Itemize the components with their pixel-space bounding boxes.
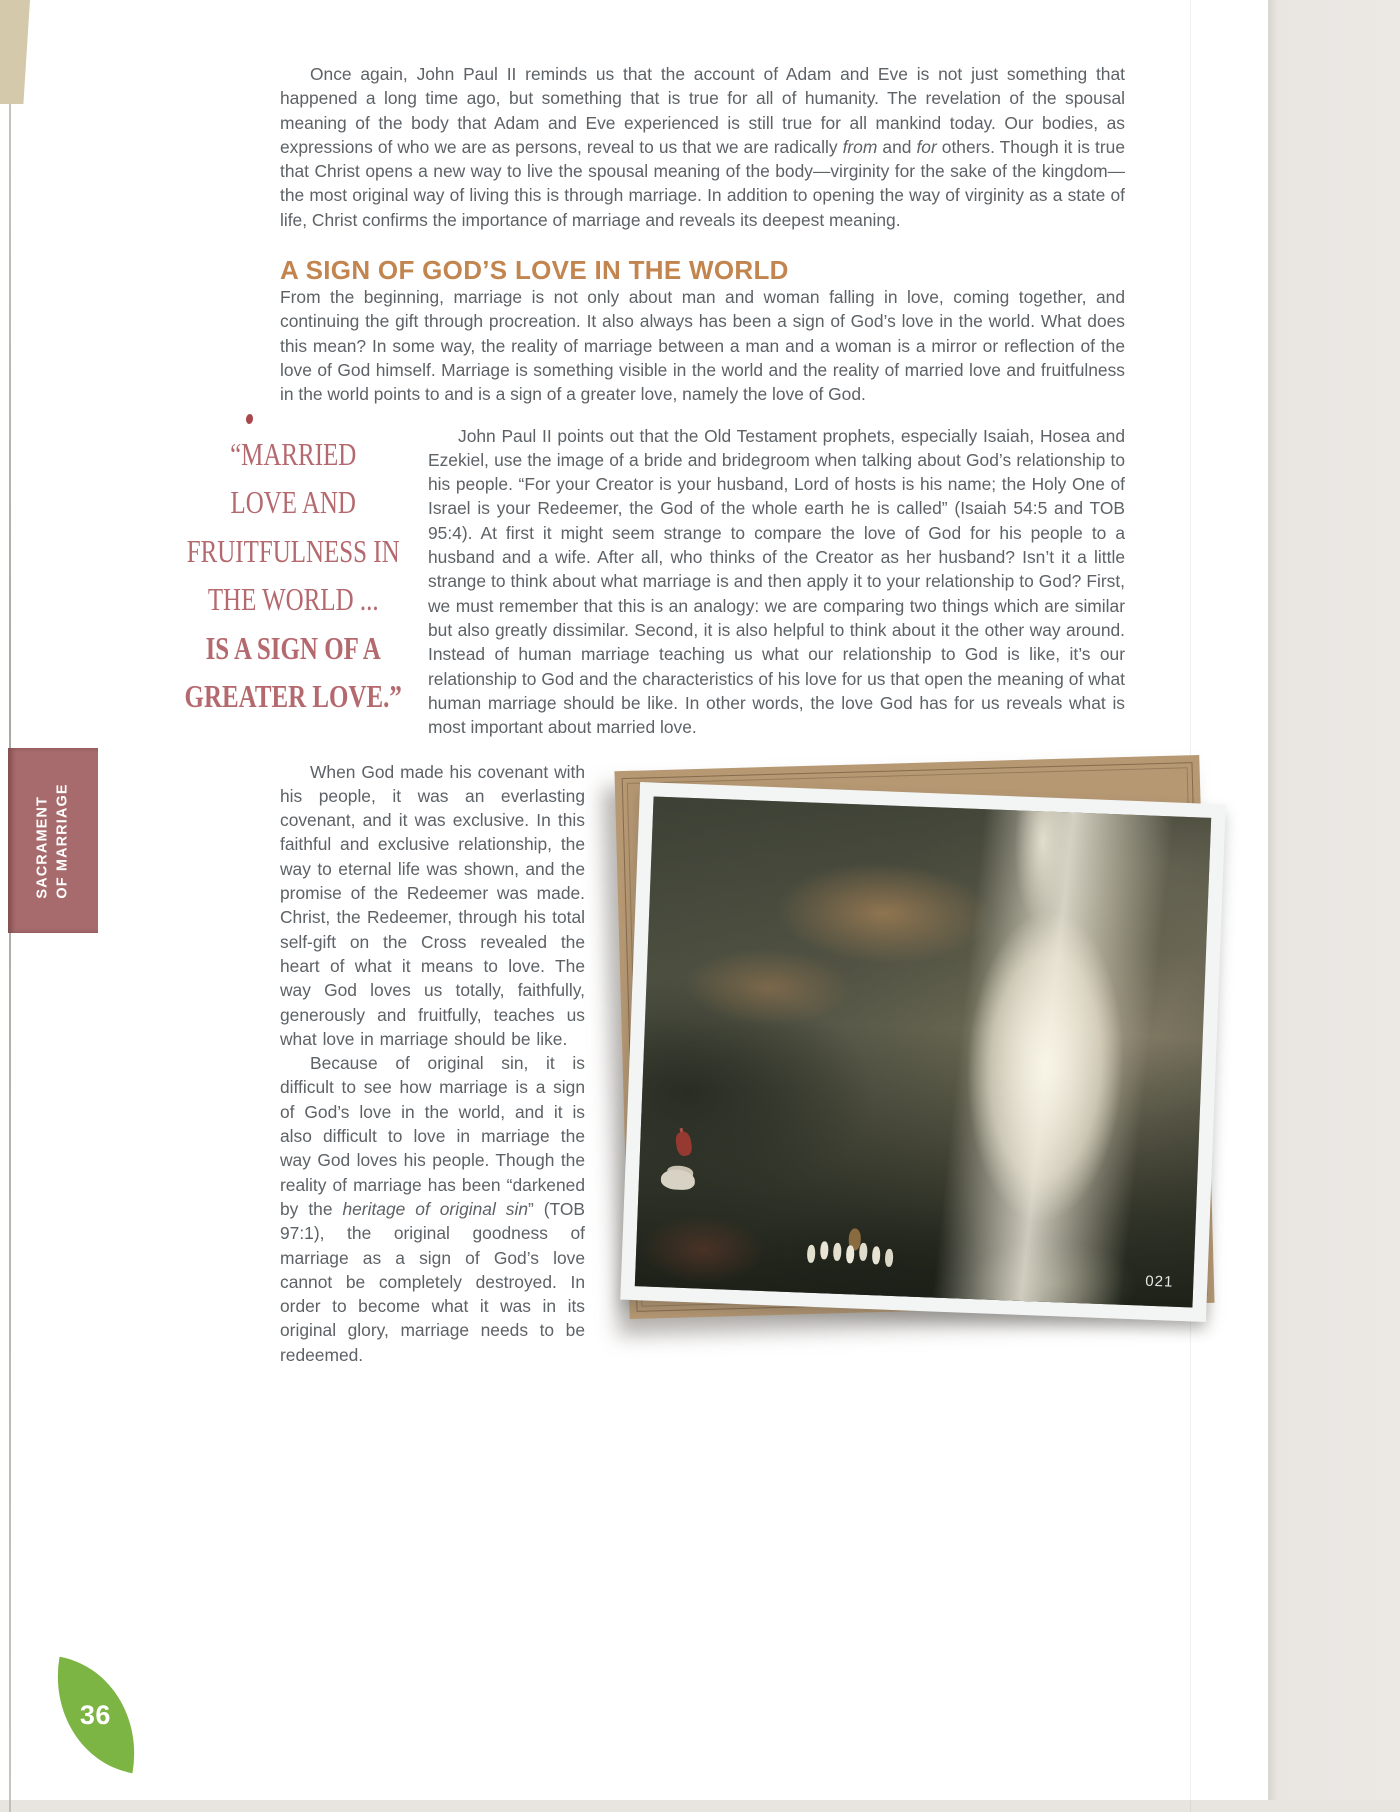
paragraph-text: and <box>877 136 917 157</box>
italic-from: from <box>842 136 878 157</box>
pull-quote-line: FRUITFULNESS IN <box>186 532 400 569</box>
pull-quote-section <box>184 424 1125 742</box>
pull-quote-line: “MARRIED <box>230 435 357 472</box>
pull-quote <box>184 430 402 721</box>
page-number: 36 <box>80 1699 112 1730</box>
paragraph-john-paul: John Paul II points out that the Old Testament prophets, especially Isaiah, Hosea and Ezekiel, use the image of a bride and bridegroom when talking about God’s relationship to his people. “For your Creator is your husband, Lord of hosts is his name; the Holy One of Israel is your Redeemer, the God of the whole earth he is called” (Isaiah 54:5 and TOB 95:4). At first it might seem strange to compare the love of God for his people to a husband and a wife. After all, who thinks of the Creator as her husband? Isn’t it a little strange to think about what marriage is and then apply it to your relationship to God? First, we must remember that this is an analogy: we are comparing two things which are similar but also greatly dissimilar. Second, it is also helpful to think about it the other way around. Instead of human marriage teaching us what our relationship to God is like, it’s our relationship to God and the characteristics of his love for us that open the meaning of what human marriage should be like. In other words, the love God has for us reveals what is most important about married love. <box>428 425 1125 738</box>
chapter-tab <box>8 748 98 933</box>
chapter-tab-label <box>33 783 73 898</box>
photo-print <box>620 782 1225 1322</box>
chapter-tab-line1: SACRAMENT <box>35 795 51 899</box>
section-heading: A SIGN OF GOD’S LOVE IN THE WORLD <box>280 255 789 286</box>
pull-quote-line: IS A SIGN OF A <box>205 629 381 666</box>
leaf-shape <box>42 1657 150 1773</box>
white-robed-procession <box>820 1240 829 1258</box>
pull-quote-line: GREATER LOVE.” <box>184 678 402 715</box>
pull-quote-line: THE WORLD ... <box>207 581 379 618</box>
framed-painting-figure <box>585 760 1174 1433</box>
scan-gutter-right <box>1268 0 1400 1812</box>
margin-bullet-mark <box>245 414 253 425</box>
chapter-tab-line2: OF MARRIAGE <box>55 782 71 899</box>
page-number-leaf <box>50 1664 142 1766</box>
paragraph-once-again <box>280 62 1125 232</box>
paragraph-text: ” (TOB 97:1), the original goodness of marriage as a sign of God’s love cannot be completely destroyed. In order to become what it was in its original glory, marriage needs to be redeemed. <box>280 1198 585 1365</box>
pull-quote-line: LOVE AND <box>230 484 356 521</box>
paragraph-text: Once again, John Paul II reminds us that the account of Adam and Eve is not just something that happened a long time ago, but something that is true for all of humanity. The revelation of the spousal meaning of the body that Adam and Eve experienced is still true for all mankind today. Our bodies, as expressions of who we are as persons, reveal to us that we are radically <box>280 64 1125 157</box>
photo-number-label: 021 <box>1145 1271 1174 1291</box>
white-horse-figure <box>661 1169 696 1190</box>
photo-assembly <box>610 763 1240 1338</box>
red-caped-rider-figure <box>675 1130 694 1156</box>
italic-heritage-of-original-sin: heritage of original sin <box>342 1198 528 1219</box>
painting-ark-crossing <box>635 796 1211 1307</box>
lower-section <box>280 760 1174 1433</box>
italic-for: for <box>916 136 937 157</box>
paragraph-from-the-beginning: From the beginning, marriage is not only about man and woman falling in love, coming together, and continuing the gift through procreation. It also always has been a sign of God’s love in the world. What does this mean? In some way, the reality of marriage between a man and a woman is a mirror or reflection of the love of God himself. Marriage is something visible in the world and the reality of married love and fruitfulness in the world points to and is a sign of a greater love, namely the love of God. <box>280 287 1125 405</box>
paragraph-text: others. Though it is true that Christ opens a new way to live the spousal meaning of the body—virginity for the sake of the kingdom—the most original way of living this is through marriage. In addition to opening the way of virginity as a state of life, Christ confirms the importance of marriage and reveals its deepest meaning. <box>280 136 1125 230</box>
adjacent-page-corner <box>0 0 30 104</box>
paragraph-when-god-made: When God made his covenant with his people, it was an everlasting covenant, and it was exclusive. In this faithful and exclusive relationship, the way to eternal life was shown, and the promise of the Redeemer was made. Christ, the Redeemer, through his total self-gift on the Cross revealed the heart of what it means to love. The way God loves us totally, faithfully, generously and fruitfully, teaches us what love in marriage should be like. <box>280 761 585 1049</box>
article-column <box>184 62 1174 1433</box>
paragraph-text: Because of original sin, it is difficult to see how marriage is a sign of God’s love in the world, and it is also difficult to love in marriage the way God loves his people. Though the reality of marriage has been “darkened by the <box>280 1053 585 1219</box>
